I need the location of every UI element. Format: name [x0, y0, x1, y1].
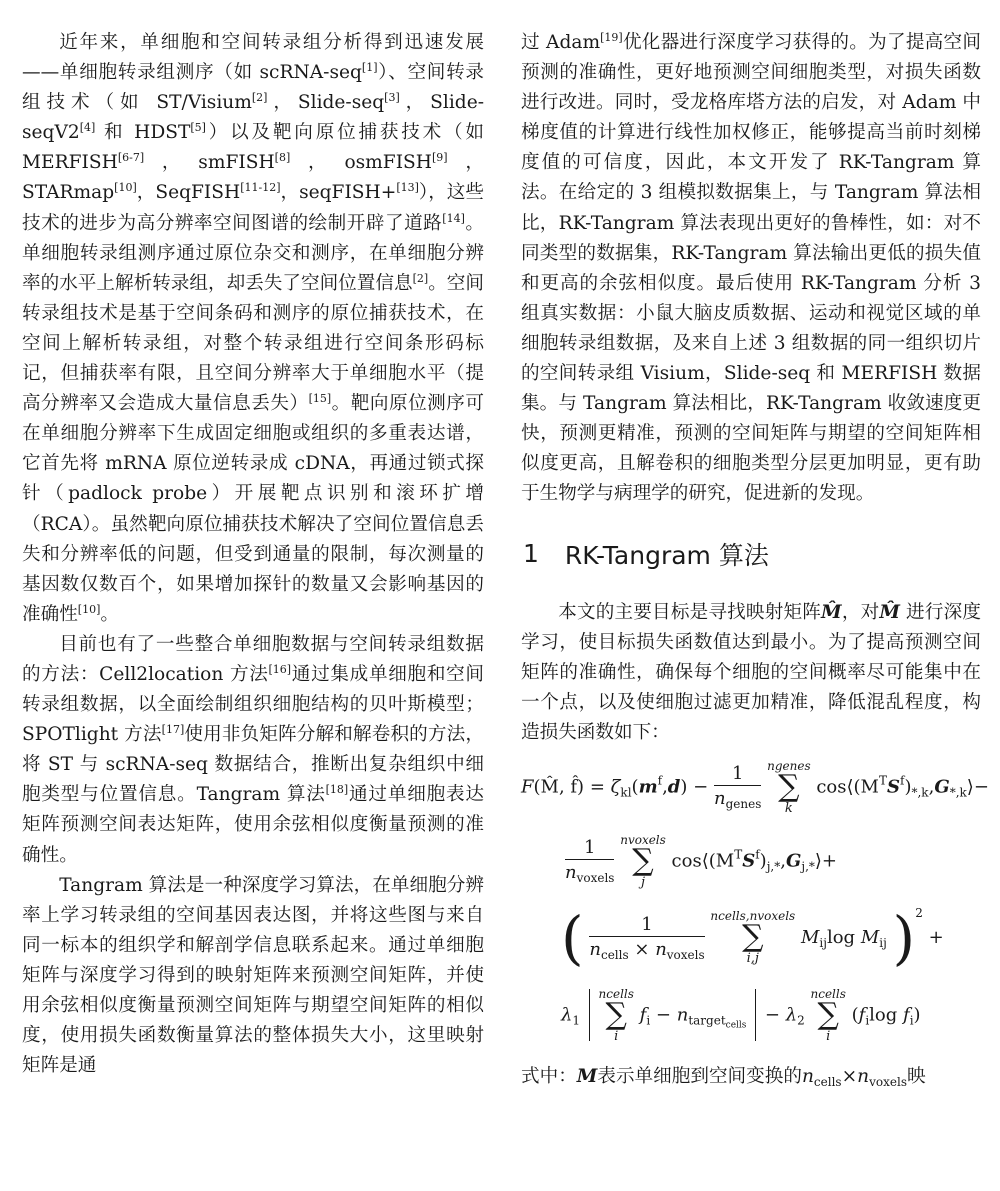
- citation: [9]: [432, 151, 448, 165]
- citation: [15]: [308, 392, 332, 406]
- citation: [2]: [412, 271, 429, 285]
- citation: [3]: [384, 91, 400, 105]
- citation: [5]: [190, 121, 206, 135]
- citation: [10]: [114, 181, 137, 195]
- citation: [16]: [268, 662, 292, 676]
- section-number: 1: [523, 539, 539, 568]
- citation: [10]: [77, 602, 101, 616]
- equation-line-3: ( $\frac{1}{n_{cells} \times n_{voxels}}$ ncells,nvoxels ∑ i,j $M_{ij}\log$ $M_{ij}$ )$^2$ +: [561, 903, 944, 972]
- citation: [14]: [442, 211, 465, 225]
- citation: [18]: [325, 783, 349, 797]
- citation: [11-12]: [240, 181, 281, 195]
- intro-paragraph-1: 近年来，单细胞和空间转录组分析得到迅速发展——单细胞转录组测序（如 scRNA-seq[1]）、空间转录组技术（如 ST/Visium[2]，Slide-seq[3]，Slide-seqV2[4] 和 HDST[5]）以及靶向原位捕获技术（如 MERFISH[6-7]，smFISH[8]，osmFISH[9]，STARmap[10]，SeqFISH[11-12]，seqFISH+[13]），这些技术的进步为高分辨率空间图谱的绘制开辟了道路[14]。单细胞转录组测序通过原位杂交和测序，在单细胞分辨率的水平上解析转录组，却丢失了空间位置信息[2]。空间转录组技术是基于空间条码和测序的原位捕获技术，在空间上解析转录组，对整个转录组进行空间条形码标记，但捕获率有限，且空间分辨率大于单细胞水平（提高分辨率又会造成大量信息丢失）[15]。靶向原位测序可在单细胞分辨率下生成固定细胞或组织的多重表达谱，它首先将 mRNA 原位逆转录成 cDNA，再通过锁式探针（padlock probe）开展靶点识别和滚环扩增（RCA）。虽然靶向原位捕获技术解决了空间位置信息丢失和分辨率低的问题，但受到通量的限制，每次测量的基因数仅数百个，如果增加探针的数量又会影响基因的准确性[10]。: [22, 32, 485, 625]
- loss-equation: [521, 748, 989, 1060]
- section-heading: [523, 536, 981, 572]
- citation: [6-7]: [117, 151, 145, 165]
- intro-paragraph-4: 过 Adam[19]优化器进行深度学习获得的。为了提高空间预测的准确性，更好地预测空间细胞类型，对损失函数进行改进。同时，受龙格库塔方法的启发，对 Adam 中梯度值的计算进行线性加权修正，能够提高当前时刻梯度值的可信度，因此，本文开发了 RK-Tangram 算法。在给定的 3 组模拟数据集上，与 Tangram 算法相比，RK-Tangram 算法表现出更好的鲁棒性，如：对不同类型的数据集，RK-Tangram 算法输出更低的损失值和更高的余弦相似度。最后使用 RK-Tangram 分析 3 组真实数据：小鼠大脑皮质数据、运动和视觉区域的单细胞转录组数据，及来自上述 3 组数据的同一组织切片的空间转录组 Visium，Slide-seq 和 MERFISH 数据集。与 Tangram 算法相比，RK-Tangram 收敛速度更快，预测更精准，预测的空间矩阵与期望的空间矩阵相似度更高，且解卷积的细胞类型分层更加明显，更有助于生物学与病理学的研究，促进新的发现。: [521, 31, 981, 505]
- equation-line-2: $\frac{1}{n_{voxels}}$ nvoxels ∑ j $\cos⟨(M^TS^f)_{j,*},G_{j,*}⟩+$: [565, 832, 838, 890]
- citation: [4]: [79, 121, 96, 135]
- citation: [8]: [274, 151, 291, 165]
- citation: [17]: [161, 723, 185, 737]
- intro-paragraph-3: Tangram 算法是一种深度学习算法，在单细胞分辨率上学习转录组的空间基因表达图，并将这些图与来自同一标本的组织学和解剖学信息联系起来。通过单细胞矩阵与深度学习得到的映射矩阵来预测空间矩阵，并使用余弦相似度衡量预测空间矩阵与期望空间矩阵的相似度，使用损失函数衡量算法的整体损失大小，这里映射矩阵是通: [22, 874, 484, 1077]
- equation-line-1: F(M̂, f̂) = $\zeta_{kl}(m^f,d)$ − $\frac{1}{n_{genes}}$ ngenes ∑ k $\cos⟨(M^TS^f)_{*,k},G_{*,k}⟩-$: [521, 758, 989, 816]
- equation-line-4: $\lambda_1$ ncells ∑ i $f_i - n_{targetcells} - \lambda_2$ ncells ∑ i ($f_i\log$ $f_i$): [561, 986, 921, 1044]
- matrix-symbol: M̂: [821, 601, 842, 623]
- section-title: RK-Tangram 算法: [564, 540, 769, 570]
- right-column: [521, 28, 989, 1097]
- citation: [19]: [600, 31, 623, 44]
- equation-explanation: 式中：M表示单细胞到空间变换的$n_{cells}\times n_{voxels}$映: [521, 1065, 926, 1089]
- citation: [2]: [251, 91, 268, 105]
- citation: [1]: [361, 61, 378, 75]
- matrix-symbol: M̂: [879, 601, 900, 623]
- citation: [13]: [396, 181, 419, 195]
- method-paragraph: 本文的主要目标是寻找映射矩阵M̂，对M̂ 进行深度学习，使目标损失函数值达到最小。为了提高预测空间矩阵的准确性，确保每个细胞的空间概率尽可能集中在一个点，以及使细胞过滤更加精准，降低混乱程度，构造损失函数如下：: [521, 601, 981, 743]
- intro-paragraph-2: 目前也有了一些整合单细胞数据与空间转录组数据的方法：Cell2location 方法[16]通过集成单细胞和空间转录组数据，以全面绘制组织细胞结构的贝叶斯模型；SPOTlight 方法[17]使用非负矩阵分解和解卷积的方法，将 ST 与 scRNA-seq 数据结合，推断出复杂组织中细胞类型与位置信息。Tangram 算法[18]通过单细胞表达矩阵预测空间表达矩阵，使用余弦相似度衡量预测的准确性。: [22, 633, 484, 866]
- left-column: [22, 28, 484, 1081]
